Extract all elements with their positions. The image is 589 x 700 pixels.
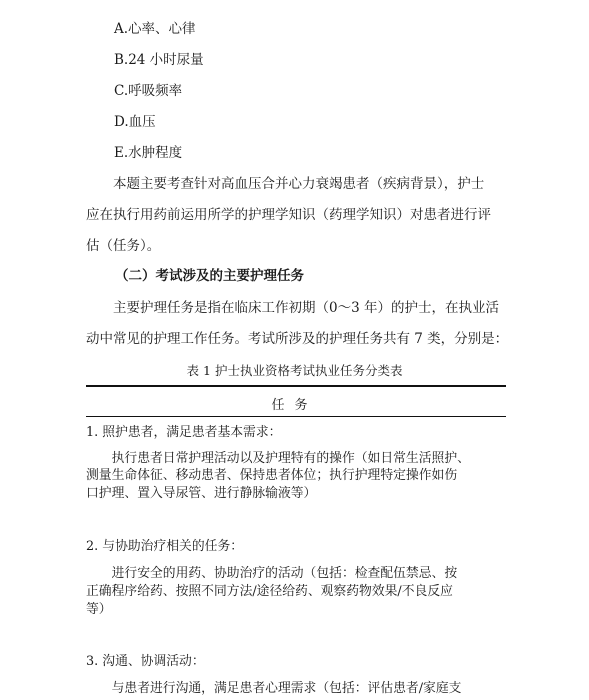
task-line: 正确程序给药、按照不同方法/途径给药、观察药物效果/不良反应 <box>86 584 453 599</box>
task-line: 测量生命体征、移动患者、保持患者体位；执行护理特定操作如伤 <box>86 468 458 483</box>
task-line: 与患者进行沟通，满足患者心理需求（包括：评估患者/家庭支 <box>86 681 462 696</box>
task-title: 2. 与协助治疗相关的任务： <box>86 539 244 554</box>
option-a: A.心率、心律 <box>114 21 196 37</box>
intro-line: 主要护理任务是指在临床工作初期（0～3 年）的护士，在执业活 <box>86 300 499 316</box>
task-line: 进行安全的用药、协助治疗的活动（包括：检查配伍禁忌、按 <box>86 566 458 581</box>
task-line: 口护理、置入导尿管、进行静脉输液等） <box>86 486 317 501</box>
explanation-line: 本题主要考查针对高血压合并心力衰竭患者（疾病背景），护士 <box>86 176 485 192</box>
task-line: 执行患者日常护理活动以及护理特有的操作（如日常生活照护、 <box>86 451 470 466</box>
task-title: 3. 沟通、协调活动： <box>86 654 205 669</box>
option-e: E.水肿程度 <box>114 145 183 161</box>
task-title: 1. 照护患者，满足患者基本需求： <box>86 425 282 440</box>
intro-line: 动中常见的护理工作任务。考试所涉及的护理任务共有 7 类，分别是： <box>86 331 509 347</box>
table-header: 任务 <box>271 398 318 413</box>
table-caption: 表 1 护士执业资格考试执业任务分类表 <box>186 363 403 378</box>
option-b: B.24 小时尿量 <box>114 52 204 68</box>
option-d: D.血压 <box>114 114 156 130</box>
section-heading: （二）考试涉及的主要护理任务 <box>115 268 304 284</box>
explanation-line: 应在执行用药前运用所学的护理学知识（药理学知识）对患者进行评 <box>86 207 491 223</box>
table-header-rule <box>86 416 506 417</box>
task-line: 等） <box>86 602 112 617</box>
explanation-line: 估（任务）。 <box>86 238 161 254</box>
option-c: C.呼吸频率 <box>114 83 183 99</box>
table-top-rule <box>86 385 506 387</box>
